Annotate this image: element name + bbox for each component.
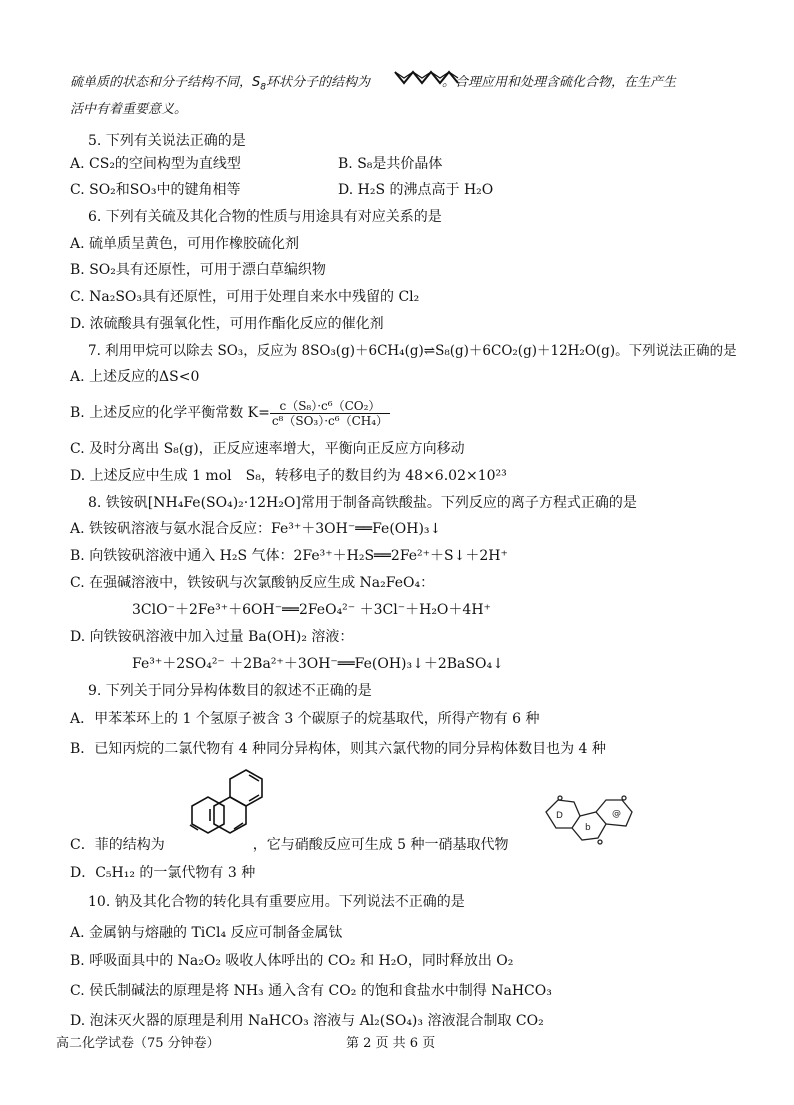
q5-option-d: D. H₂S 的沸点高于 H₂O [338,182,494,198]
q9-option-c-suffix: ，它与硝酸反应可生成 5 种一硝基取代物 [252,837,509,853]
intro-text-b: 环状分子的结构为 [266,75,371,90]
footer-page-number: 第 2 页 共 6 页 [346,1036,436,1051]
q5-options-row2 [70,181,494,199]
q6-stem: 6. 下列有关硫及其化合物的性质与用途具有对应关系的是 [88,209,442,225]
q5-options-row1 [70,155,443,173]
s8-ring-structure [392,66,462,88]
q10-option-b: B. 呼吸面具中的 Na₂O₂ 吸收人体呼出的 CO₂ 和 H₂O，同时释放出 O₂ [70,953,514,969]
q6-option-c: C. Na₂SO₃具有还原性，可用于处理自来水中残留的 Cl₂ [70,289,420,305]
svg-text:@: @ [612,809,621,819]
q7-option-a: A. 上述反应的ΔS<0 [70,369,200,385]
q8-stem: 8. 铁铵矾[NH₄Fe(SO₄)₂·12H₂O]常用于制备高铁酸盐。下列反应的离子方程式正确的是 [88,495,637,511]
s8-subscript: 8 [260,82,266,93]
q10-option-a: A. 金属钠与熔融的 TiCl₄ 反应可制备金属钛 [70,925,343,941]
intro-line-2: 活中有着重要意义。 [70,102,188,117]
q8-option-c-equation: 3ClO⁻＋2Fe³⁺＋6OH⁻══2FeO₄²⁻ ＋3Cl⁻＋H₂O＋4H⁺ [132,602,491,618]
q6-option-d: D. 浓硫酸具有强氧化性，可用作酯化反应的催化剂 [70,316,384,332]
intro-text-a: 硫单质的状态和分子结构不同，S [70,75,261,90]
handwritten-phenanthrene-sketch [540,790,640,852]
q8-option-c: C. 在强碱溶液中，铁铵矾与次氯酸钠反应生成 Na₂FeO₄： [70,575,435,591]
q9-option-c [70,836,509,854]
q8-option-d: D. 向铁铵矾溶液中加入过量 Ba(OH)₂ 溶液： [70,629,354,645]
q7-option-b [70,396,390,430]
q5-stem: 5. 下列有关说法正确的是 [88,133,246,149]
svg-text:D: D [556,811,563,821]
q7-k-fraction [270,399,390,428]
q7-option-c: C. 及时分离出 S₈(g)，正反应速率增大，平衡向正反应方向移动 [70,441,465,457]
q8-option-b: B. 向铁铵矾溶液中通入 H₂S 气体：2Fe³⁺＋H₂S══2Fe²⁺＋S↓＋2H⁺ [70,548,508,564]
q7-k-numerator: c（S₈）·c⁶（CO₂） [270,399,390,414]
q9-option-c-prefix: C．菲的结构为 [70,837,165,853]
q9-option-d: D．C₅H₁₂ 的一氯代物有 3 种 [70,865,256,881]
q9-option-a: A．甲苯苯环上的 1 个氢原子被含 3 个碳原子的烷基取代，所得产物有 6 种 [70,711,540,727]
q5-option-c: C. SO₂和SO₃中的键角相等 [70,182,241,198]
q5-option-b: B. S₈是共价晶体 [338,156,443,172]
q7-k-denominator: c⁸（SO₃）·c⁶（CH₄） [271,413,389,428]
q9-stem: 9. 下列关于同分异构体数目的叙述不正确的是 [88,683,372,699]
q9-option-b: B．已知丙烷的二氯代物有 4 种同分异构体，则其六氯代物的同分异构体数目也为 4 种 [70,741,606,757]
q8-option-d-equation: Fe³⁺＋2SO₄²⁻ ＋2Ba²⁺＋3OH⁻══Fe(OH)₃↓＋2BaSO₄↓ [132,656,504,672]
q10-stem: 10. 钠及其化合物的转化具有重要应用。下列说法不正确的是 [88,894,465,910]
q10-option-d: D. 泡沫灭火器的原理是利用 NaHCO₃ 溶液与 Al₂(SO₄)₃ 溶液混合制取 CO₂ [70,1013,544,1029]
intro-text-c: 。合理应用和处理含硫化合物，在生产生 [442,75,677,90]
q6-option-b: B. SO₂具有还原性，可用于漂白草编织物 [70,262,326,278]
q6-option-a: A. 硫单质呈黄色，可用作橡胶硫化剂 [70,236,300,252]
q7-option-b-prefix: B. 上述反应的化学平衡常数 K= [70,405,270,421]
q10-option-c: C. 侯氏制碱法的原理是将 NH₃ 通入含有 CO₂ 的饱和食盐水中制得 NaHCO₃ [70,983,552,999]
svg-text:b: b [585,823,591,833]
q8-option-a: A. 铁铵矾溶液与氨水混合反应：Fe³⁺＋3OH⁻══Fe(OH)₃↓ [70,521,442,537]
q7-option-d: D. 上述反应中生成 1 mol S₈，转移电子的数目约为 48×6.02×10²³ [70,468,507,484]
q5-option-a: A. CS₂的空间构型为直线型 [70,156,241,172]
footer-exam-name: 高二化学试卷（75 分钟卷） [56,1036,220,1051]
q7-stem: 7. 利用甲烷可以除去 SO₃，反应为 8SO₃(g)＋6CH₄(g)⇌S₈(g)＋6CO₂(g)＋12H₂O(g)。下列说法正确的是 [88,343,737,359]
intro-line-1 [70,74,676,92]
